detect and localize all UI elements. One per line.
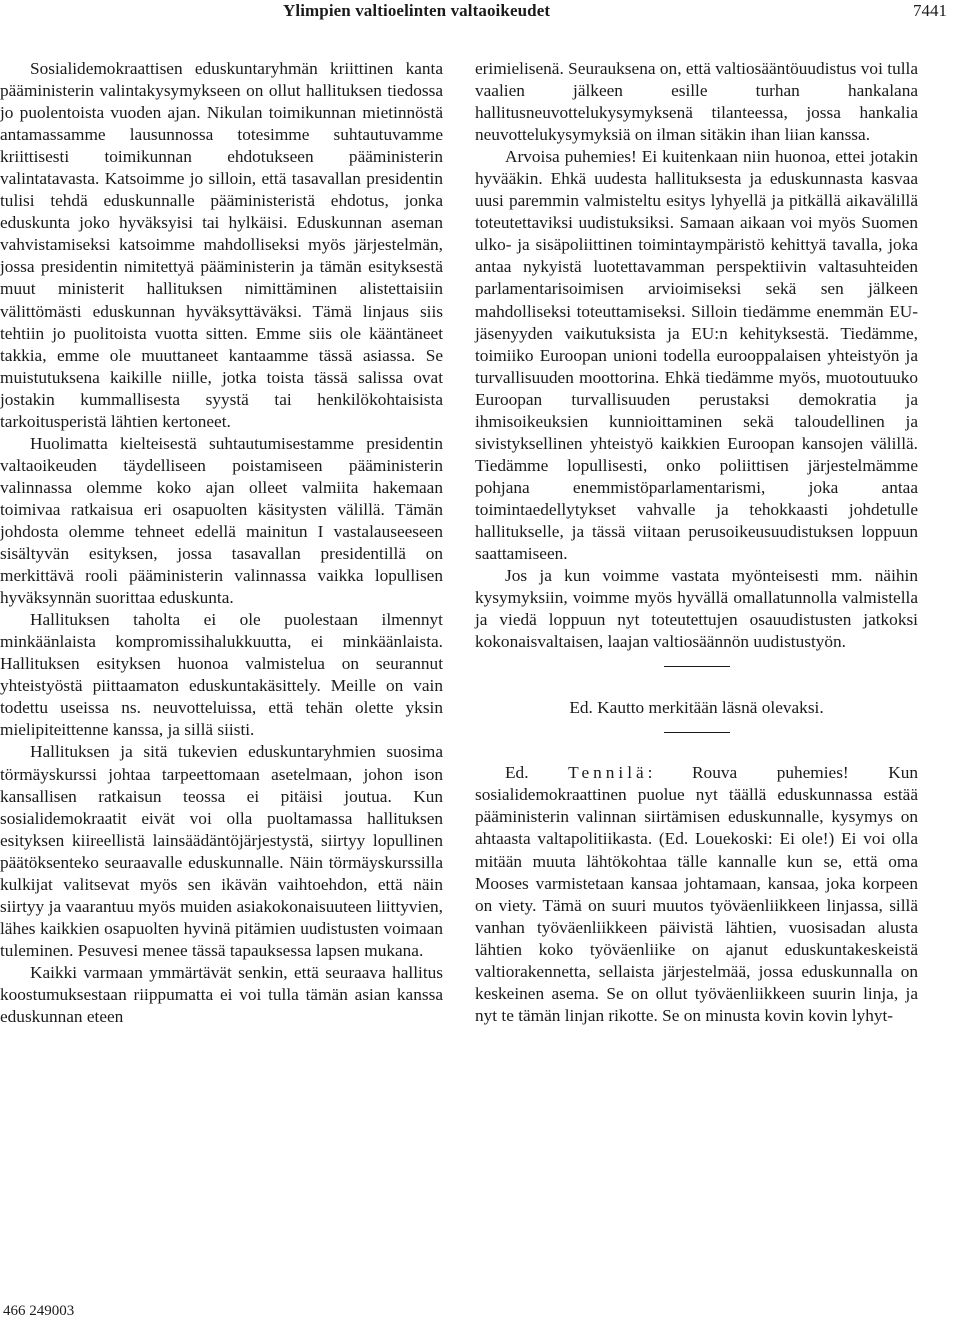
speaker-prefix: Ed.	[505, 763, 529, 783]
section-divider	[664, 666, 730, 667]
paragraph: Hallituksen ja sitä tukevien eduskuntaryhmien suosima törmäyskurssi johtaa tarpeettomaan asetelmaan, johon ison kansallisen ratkaisun teossa ei pitäisi joutua. Kun sosialidemokraatit eivät voi olla puoltamassa hallituksen esityksen kiireellistä lainsäädäntöjärjestystä, siirtyy lopullinen päätöksenteko seuraavalle eduskunnalle. Näin törmäyskurssilla kulkijat valitsevat myös sen ikävän vaihtoehdon, että näin siirtyy ja vaarantuu myös muiden asiakokonaisuuteen liittyvien, lähes kaikkien osapuolten hyvinä pitämien uudistusten voimaan tuleminen. Pesuvesi menee tässä tapauksessa lapsen mukana.	[0, 742, 443, 960]
print-code: 466 249003	[3, 1303, 75, 1319]
paragraph: Kaikki varmaan ymmärtävät senkin, että seuraava hallitus koostumuksestaan riippumatta ei voi tulla tämän asian kanssa eduskunnan eteen	[0, 962, 443, 1027]
left-column	[0, 58, 443, 1028]
attendance-notice: Ed. Kautto merkitään läsnä olevaksi.	[569, 698, 824, 718]
paragraph: erimielisenä. Seurauksena on, että valtiosääntöuudistus voi tulla vaalien jälkeen esille turhan hankalana hallitusneuvottelukysymyksenä tilanteessa, jossa hankalia neuvottelukysymyksiä on ilman sitäkin ihan liian kanssa.	[475, 59, 918, 145]
paragraph: Arvoisa puhemies! Ei kuitenkaan niin huonoa, ettei jotakin hyvääkin. Ehkä uudesta hallituksesta ja eduskunnasta kasvaa uusi paremmin valmisteltu esitys lyhyellä ja pitkällä aikavälillä toteutettaviksi uudistuksiksi. Samaan aikaan voi myös Suomen ulko- ja sisäpoliittinen toimintaympäristö kehittyä tavalla, joka antaa nykyistä luotettavamman perspektiivin valtasuhteiden parlamentarisoimisen arvioimiseksi sekä sen jälkeen mahdolliseksi toteuttamiseksi. Silloin tiedämme enemmän EU-jäsenyyden vaikutuksista ja EU:n kehityksestä. Tiedämme, toimiiko Euroopan unioni todella eurooppalaisen yhteistyön ja turvallisuuden moottorina. Ehkä tiedämme myös, muotoutuuko Euroopan turvallisuuden perustaksi demokratia ja ihmisoikeuksien kunnioittaminen sekä taloudellinen ja sivistyksellinen yhteistyö kaikkien Euroopan kansojen välillä. Tiedämme lopullisesti, onko poliittisen järjestelmämme pohjana enemmistöparlamentarismi, joka antaa toimintaedellytykset vahvalle ja tehokkaasti johdetulle hallitukselle, ja tässä viitaan perusoikeusuudistuksen loppuun saattamiseen.	[475, 147, 918, 564]
speech-paragraph	[475, 762, 918, 1027]
page-number: 7441	[913, 1, 947, 20]
paragraph: Jos ja kun voimme vastata myönteisesti mm. näihin kysymyksiin, voimme myös hyvällä omallatunnolla valmistella ja viedä loppuun nyt toteutettujen osauudistusten jatkoksi kokonaisvaltaisen, laajan valtiosäännön uudistustyön.	[475, 566, 918, 652]
speech-text: : Rouva puhemies! Kun sosialidemokraattinen puolue nyt täällä eduskunnassa estää pääministerin valinnan siirtämisen eduskunnalle, kysymys on ahtaasta valtapolitiikasta. (Ed. Louekoski: Ei ole!) Ei voi olla mitään muuta lähtökohtaa tälle kannalle kun se, että oma Mooses varmistetaan kansaa johtamaan, kansaa, joka korpeen on viety. Tämä on suuri muutos työväenliikkeen linjassa, sillä vanhan työväenliikkeen päivistä lähtien, vuosisadan alusta lähtien koko työväenliike on ajanut eduskuntakeskeistä valtiorakennetta, sellaista järjestelmää, jossa eduskunnalla on keskeinen asema. Se on ollut työväenliikkeen suurin linja, ja nyt te tämän linjan rikotte. Se on minusta kovin kovin lyhyt-	[475, 763, 918, 1025]
speaker-name: Tennilä	[568, 763, 648, 783]
paragraph: Huolimatta kielteisestä suhtautumisestamme presidentin valtaoikeuden täydelliseen poistamiseen pääministerin valinnassa olemme koko ajan olleet valmiita hakemaan toimivaa ratkaisua eri osapuolten käsitysten välillä. Tämän johdosta olemme tehneet edellä mainitun I vastalauseeseen sisältyvän esityksen, jossa tasavallan presidentillä on merkittävä rooli pääministerin valinnassa vaikka lopullisen hyväksynnän suorittaa eduskunta.	[0, 433, 443, 608]
paragraph: Hallituksen taholta ei ole puolestaan ilmennyt minkäänlaista kompromissihalukkuutta, ei minkäänlaista. Hallituksen esityksen huonoa valmistelua on seurannut yhteistyöstä piittaamaton eduskuntakäsittely. Meille on vain todettu useissa ns. neuvotteluissa, että tehän olette yksin mielipiteittenne kanssa, ja sillä siisti.	[0, 610, 443, 740]
running-header-title: Ylimpien valtioelinten valtaoikeudet	[283, 1, 551, 20]
paragraph: Sosialidemokraattisen eduskuntaryhmän kriittinen kanta pääministerin valintakysymykseen on ollut hallituksen tiedossa jo puolentoista vuoden ajan. Nikulan toimikunnan mietinnöstä antamassamme lausunnossa totesimme suhtautuvamme kriittisesti toimikunnan ehdotukseen pääministerin valintatavasta. Katsoimme jo silloin, että tasavallan presidentin tulisi tehdä eduskunnalle pääministeristä ehdotus, jonka eduskunta joko hyväksyisi tai hylkäisi. Eduskunnan aseman vahvistamiseksi katsoimme mahdolliseksi myös järjestelmän, jossa presidentin nimitettyä pääministerin ja tämän esityksestä muut ministerit hallituksen nimittäminen alistettaisiin välittömästi eduskunnan hyväksyttäväksi. Tämä linjaus siis tehtiin jo puolitoista vuotta sitten. Emme siis ole kääntäneet takkia, emme ole muuttaneet kantaamme tässä asiassa. Se muistutuksena kaikille niille, jotka toista tässä salissa ovat jostakin kummallisesta syystä tai henkilökohtaisista tarkoitusperistä lähtien kertoneet.	[0, 59, 443, 431]
section-divider	[664, 732, 730, 733]
right-column	[475, 58, 918, 1027]
